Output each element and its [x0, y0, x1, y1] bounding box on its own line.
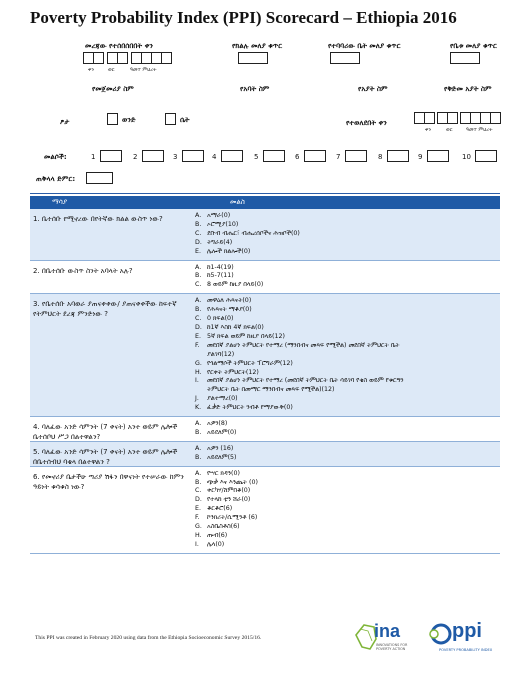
scorecard-table: [30, 196, 500, 554]
answer-option-code: A.: [195, 469, 202, 477]
points-number-3: 3: [173, 153, 178, 161]
answer-option[interactable]: [195, 377, 500, 386]
birth-date-field[interactable]: [414, 112, 500, 124]
answer-option[interactable]: [195, 404, 500, 413]
answer-option-text: አዎን (16): [207, 444, 234, 452]
date-month-caption: ወር: [108, 67, 115, 73]
answer-option-code: E.: [195, 247, 201, 255]
answer-option-text: ያልገባ(12): [207, 350, 235, 358]
answer-option-text: ጡብ(6): [207, 532, 228, 539]
answer-option[interactable]: [195, 281, 500, 290]
father-name-label: የአባት ስም: [240, 85, 270, 93]
answer-options: [195, 417, 500, 441]
female-label: ሴት: [180, 116, 190, 124]
answer-option-text: ሌሎች ክልሎች(0): [207, 247, 251, 255]
answer-option-code: A.: [195, 444, 202, 452]
survey-date-label: መረጃው የተሰበሰበበት ቀን: [85, 42, 153, 50]
answer-option[interactable]: [195, 315, 500, 324]
answer-option[interactable]: [195, 221, 500, 230]
points-label: መልሶች:: [44, 153, 67, 161]
points-box-2[interactable]: [142, 150, 164, 162]
ppi-logo-text: ppi: [452, 620, 482, 642]
answer-option[interactable]: [195, 212, 500, 221]
points-box-6[interactable]: [304, 150, 326, 162]
answer-option[interactable]: [195, 230, 500, 239]
answer-option-text: ጭቃ እና እንጨት (0): [207, 478, 258, 486]
answer-option[interactable]: [195, 264, 500, 273]
points-number-8: 8: [378, 153, 383, 161]
points-number-1: 1: [91, 153, 96, 161]
answer-option-code: K.: [195, 404, 202, 412]
answer-option-code: A.: [195, 212, 202, 219]
answer-option-code: E.: [195, 332, 201, 340]
survey-date-field[interactable]: [83, 52, 171, 64]
great-grandfather-name-label: የቅድመ አያት ስም: [444, 85, 492, 93]
answer-option-text: ሌላ(0): [207, 540, 225, 548]
answer-option-code: A.: [195, 263, 202, 271]
points-number-6: 6: [295, 153, 300, 161]
answer-option-text: አይደለም(5): [207, 453, 237, 461]
answer-options: [195, 261, 500, 294]
points-box-10[interactable]: [475, 150, 497, 162]
answer-option-code: F.: [195, 514, 200, 522]
indicator-question: 6. የመኖሪያ ቤታችሁ ጣሪያ ሽፋን በዋናነት የተሠራው ከምን ዓይነት ቁሳቁስ ነው?: [33, 472, 184, 491]
answer-option[interactable]: [195, 523, 500, 532]
answer-option-code: C.: [195, 229, 202, 237]
answer-options: [195, 467, 500, 553]
indicator-question: 5. ባለፈው አንድ ሳምንት (7 ቀናት) አንተ ወይም ሌሎች በቤተሰብህ ባቄላ በልተዋልን ?: [33, 447, 178, 466]
answer-option[interactable]: [195, 272, 500, 281]
answer-options: [195, 209, 500, 260]
answer-option-text: ትግራይ(4): [207, 238, 233, 246]
answer-option[interactable]: [195, 351, 500, 360]
answer-option-text: ትምህርት ቤት በመማር ማንበብና መጻፍ የሚችል)(12): [207, 386, 335, 394]
answer-option[interactable]: [195, 496, 500, 505]
points-box-1[interactable]: [100, 150, 122, 162]
answer-option-text: የጎልማሶች ትምህርት ፕሮግራም(12): [207, 359, 293, 367]
footer-note: This PPI was created in February 2020 using data from the Ethiopia Socioeconomic Survey 2015/16.: [35, 635, 262, 641]
answer-option-code: J.: [195, 395, 199, 403]
answer-option-code: I.: [195, 540, 199, 548]
table-row: [30, 467, 500, 554]
total-score-field[interactable]: [86, 172, 113, 184]
points-number-7: 7: [336, 153, 341, 161]
date-year-caption: ዓመተ ምህረት: [130, 67, 157, 73]
answer-option-text: አማራ(0): [207, 212, 231, 219]
ppi-logo-subtext: POVERTY PROBABILITY INDEX: [439, 648, 493, 652]
grandfather-name-label: የአያት ስም: [358, 85, 388, 93]
household-id-field[interactable]: [450, 52, 479, 64]
answer-option-code: G.: [195, 523, 202, 531]
answer-option-text: የርቀት ትምህርት(12): [207, 368, 259, 376]
male-label: ወንድ: [122, 116, 136, 124]
answer-option[interactable]: [195, 479, 500, 488]
answer-option-text: 5ኛ ክፍል ወይም ከዚያ በላይ(12): [207, 332, 285, 340]
date-day-caption: ቀን: [88, 67, 94, 73]
answer-option[interactable]: [195, 505, 500, 514]
answer-option-code: H.: [195, 368, 202, 376]
answer-option-code: G.: [195, 359, 202, 367]
answer-option[interactable]: [195, 333, 500, 342]
answer-option-text: 8 ወይም ከዚያ በላይ(0): [207, 281, 264, 289]
answer-option-text: የተላከ ቲን ሸራ(0): [207, 496, 251, 504]
table-row: [30, 442, 500, 467]
answer-option[interactable]: [195, 306, 500, 315]
answer-option-code: B.: [195, 428, 202, 436]
answer-option-code: C.: [195, 487, 202, 495]
answer-option-code: B.: [195, 272, 202, 280]
table-row: [30, 294, 500, 417]
answer-option-code: B.: [195, 220, 202, 228]
answer-option[interactable]: [195, 541, 500, 550]
male-checkbox[interactable]: [107, 113, 118, 125]
answer-option-code: E.: [195, 505, 201, 513]
indicator-question: 1. ቤተሰቡ የሚኖረው በየትኛው ክልል ውስጥ ነው?: [33, 215, 163, 223]
answer-option[interactable]: [195, 429, 500, 438]
answer-option-text: መደበኛ ያልሆነ ትምህርት የተማረ (መደበኛ ትምህርት ቤት ሳይገባ የቄስ ወይም የቁርዓን: [207, 377, 404, 385]
answer-option-code: D.: [195, 238, 202, 246]
answer-option-text: ኦሮሚያ(10): [207, 220, 239, 228]
answer-option-text: ቀርካሃ/ሸምበቆ(0): [207, 487, 251, 495]
birth-year-caption: ዓመተ ምህረት: [466, 127, 493, 133]
answer-option-text: አስቤስቶስ(6): [207, 523, 240, 531]
ipa-logo-subtext: INNOVATIONS FOR POVERTY ACTION: [376, 643, 408, 651]
birth-day-caption: ቀን: [425, 127, 431, 133]
answer-option-text: መዋዕለ ሕጻናት(0): [207, 297, 252, 305]
table-header: [30, 196, 500, 209]
points-number-4: 4: [212, 153, 217, 161]
points-box-5[interactable]: [263, 150, 285, 162]
answer-option[interactable]: [195, 324, 500, 333]
answer-option-text: ያልተማረ(0): [207, 395, 238, 403]
answer-options: [195, 442, 500, 466]
table-row: [30, 209, 500, 261]
points-box-9[interactable]: [427, 150, 449, 162]
points-box-3[interactable]: [182, 150, 204, 162]
answer-option-text: ቆርቆሮ(6): [207, 505, 233, 513]
points-number-10: 10: [462, 153, 471, 161]
answer-option[interactable]: [195, 514, 500, 523]
answer-option[interactable]: [195, 248, 500, 257]
answer-option-code: I.: [195, 377, 199, 385]
ipa-logo: [352, 617, 412, 663]
table-row: [30, 417, 500, 442]
answer-option-code: B.: [195, 453, 202, 461]
answer-option-text: የሣር ክዳን(0): [207, 469, 240, 477]
indicator-question: 3. የቤተሰቡ አባወራ ያጠናቀቀው/ ያጠናቀቀችው ከፍተኛ የትምህርት ደረጃ ምንድነው ?: [33, 300, 177, 319]
answer-options: [195, 294, 500, 416]
answer-option-code: A.: [195, 420, 202, 428]
answer-option-code: B.: [195, 306, 202, 314]
answer-option-code: F.: [195, 341, 200, 349]
answer-column-header: መልስ: [230, 198, 245, 206]
partner-household-id-field[interactable]: [330, 52, 359, 64]
answer-option[interactable]: [195, 487, 500, 496]
answer-option-text: ደቡብ ብሔር፣ ብሔረሰቦችና ሕዝቦች(0): [207, 229, 300, 237]
points-box-8[interactable]: [387, 150, 409, 162]
answer-option[interactable]: [195, 369, 500, 378]
answer-option-text: 0 ክፍል(0): [207, 315, 234, 323]
region-id-field[interactable]: [238, 52, 267, 64]
answer-option-code: H.: [195, 532, 202, 539]
partner-household-id-label: የተባባሪው ቤት መለያ ቁጥር: [328, 42, 401, 50]
points-box-4[interactable]: [221, 150, 243, 162]
answer-option-text: ፈቃድ ትምህርት ንብቶ የማያውቅ(0): [207, 404, 293, 412]
points-number-2: 2: [133, 153, 138, 161]
total-score-label: ጠቅላላ ድምር:: [36, 175, 76, 183]
indicator-column-header: ማሳያ: [52, 198, 68, 206]
answer-option-code: C.: [195, 315, 202, 323]
female-checkbox[interactable]: [165, 113, 176, 125]
answer-option-text: ኮንክሪት/ሲሚንቶ (6): [207, 514, 258, 522]
answer-option-text: አዎን(8): [207, 420, 228, 428]
first-name-label: የመጀመሪያ ስም: [92, 85, 134, 93]
answer-option-code: B.: [195, 478, 202, 486]
answer-option-code: D.: [195, 323, 202, 331]
answer-option[interactable]: [195, 239, 500, 248]
answer-option-code: C.: [195, 281, 202, 289]
answer-option-text: የሕጻናት ማቆያ(0): [207, 306, 252, 314]
answer-option[interactable]: [195, 386, 500, 395]
table-row: [30, 261, 500, 295]
answer-option[interactable]: [195, 454, 500, 463]
answer-option-code: D.: [195, 496, 202, 504]
ipa-logo-text: ina: [374, 621, 401, 641]
answer-option[interactable]: [195, 470, 500, 479]
answer-option-code: A.: [195, 297, 202, 305]
birth-month-caption: ወር: [446, 127, 453, 133]
answer-option-text: ከ1ኛ እስከ 4ኛ ክፍል(0): [207, 323, 264, 331]
answer-option-text: አይደለም(0): [207, 428, 237, 436]
ppi-logo: [427, 622, 507, 662]
indicator-question: 4. ባለፈው አንድ ሳምንት (7 ቀናት) አንተ ወይም ሌሎች ቤተሰቦህ ሥጋ በልተዋልን?: [33, 423, 178, 442]
answer-option[interactable]: [195, 342, 500, 351]
answer-option[interactable]: [195, 420, 500, 429]
sex-label: ፆታ: [60, 118, 70, 126]
region-id-label: የክልሉ መለያ ቁጥር: [232, 42, 283, 50]
answer-option[interactable]: [195, 395, 500, 404]
points-number-9: 9: [418, 153, 423, 161]
answer-option-text: ከ5-7(11): [207, 272, 234, 280]
points-box-7[interactable]: [345, 150, 367, 162]
answer-option[interactable]: [195, 445, 500, 454]
answer-option-text: ከ1-4(19): [207, 263, 234, 271]
section-divider: [30, 193, 500, 194]
page-title: Poverty Probability Index (PPI) Scorecard – Ethiopia 2016: [30, 8, 457, 27]
points-number-5: 5: [254, 153, 259, 161]
indicator-question: 2. በቤተሰቡ ውስጥ ስንት አባላት አሉ?: [33, 266, 133, 275]
answer-option[interactable]: [195, 360, 500, 369]
answer-option[interactable]: [195, 532, 500, 541]
answer-option-text: መደበኛ ያልሆነ ትምህርት የተማረ (ማንበብና መጻፍ የሚችል) መደበኛ ትምህርት ቤት: [207, 341, 400, 349]
household-id-label: የቤቱ መለያ ቁጥር: [450, 42, 497, 50]
answer-option[interactable]: [195, 297, 500, 306]
birth-date-label: የተወለደበት ቀን: [346, 119, 387, 127]
